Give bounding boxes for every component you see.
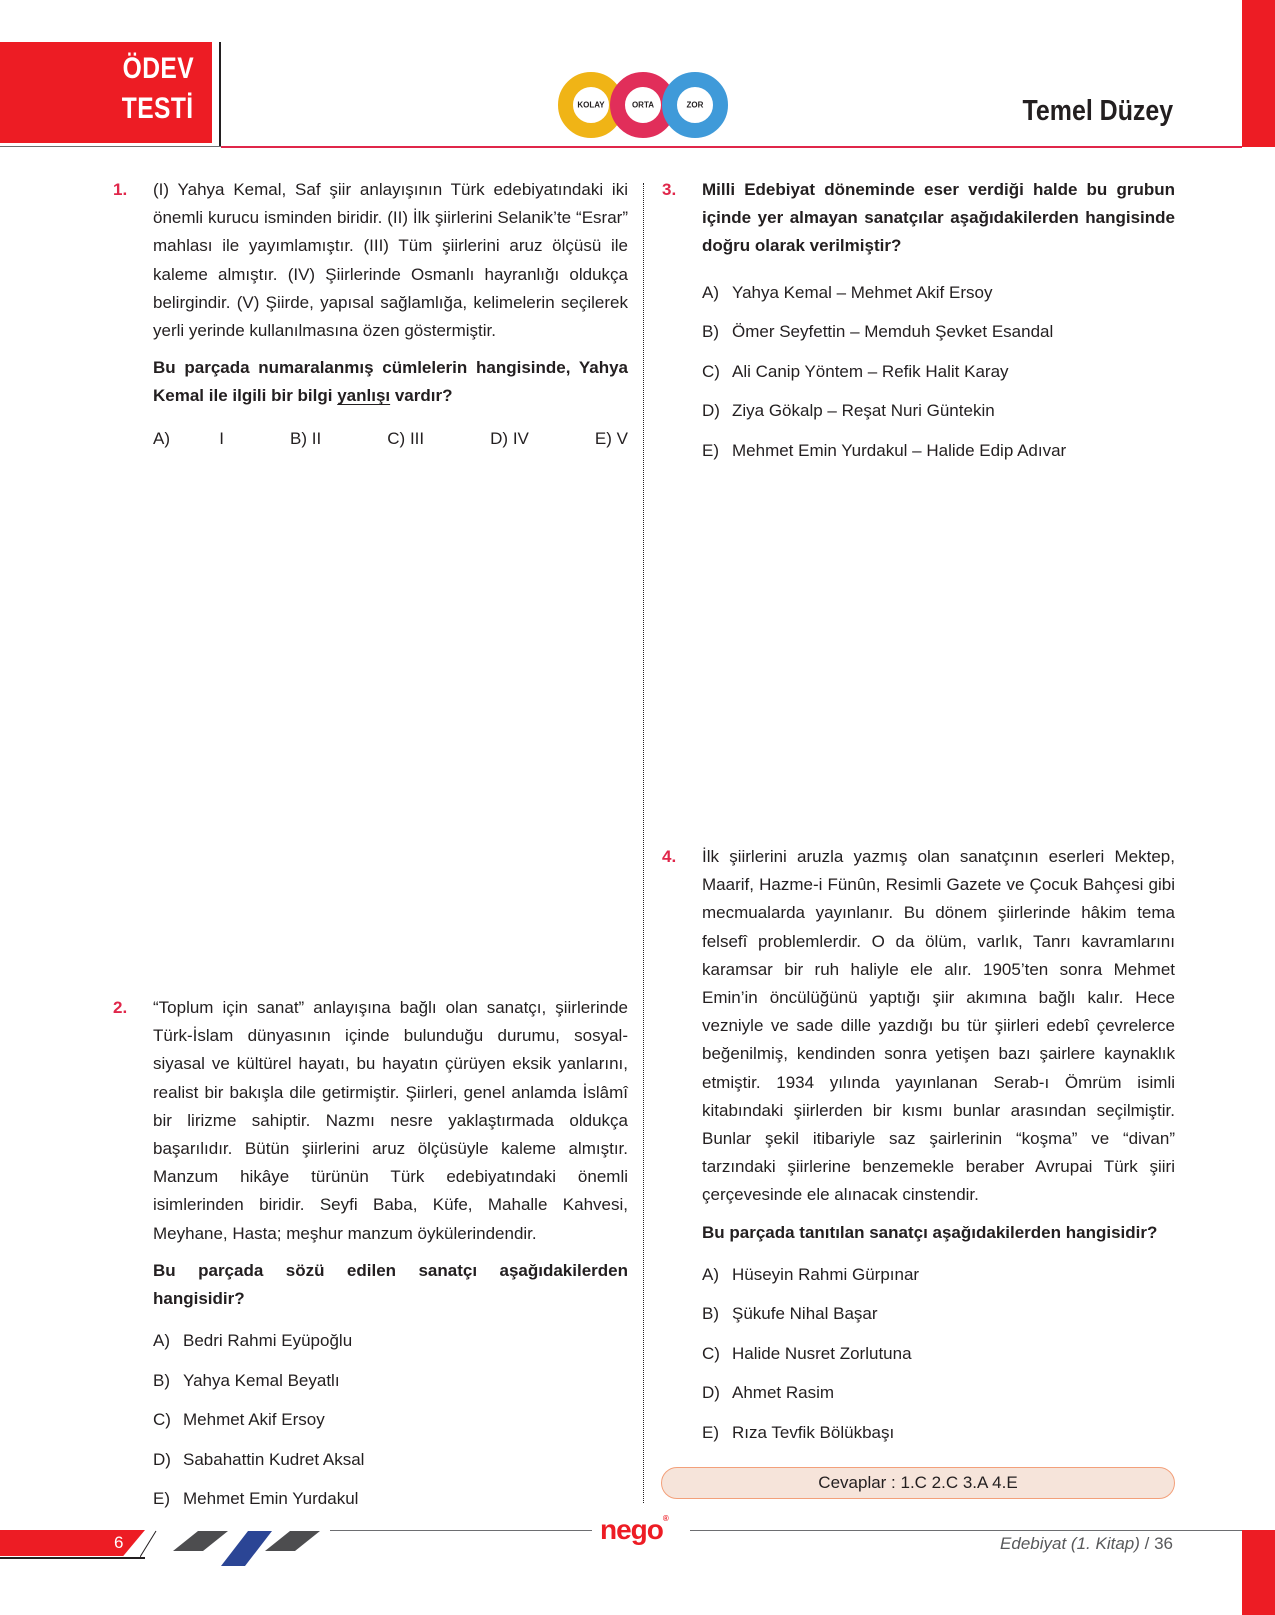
option-text: Rıza Tevfik Bölükbaşı [732,1422,895,1442]
option-d[interactable] [702,1379,1175,1419]
option-c[interactable] [387,425,424,453]
publisher-logo-text: nego [600,1514,663,1545]
question-3 [662,176,1175,476]
question-number: 2. [113,998,128,1017]
stem-emphasis: yanlışı [337,386,391,406]
question-4 [662,843,1175,1458]
option-text: Ziya Gökalp – Reşat Nuri Güntekin [732,401,995,421]
badge-line-1: ÖDEV [122,52,194,85]
question-2 [113,994,628,1525]
separator: / [1139,1534,1155,1553]
publisher-logo [600,1514,668,1546]
stripe-gray [265,1531,320,1551]
option-text: I [219,428,224,448]
option-text: Mehmet Akif Ersoy [183,1410,325,1430]
answer-options [702,279,1175,477]
option-c[interactable] [702,358,1175,398]
difficulty-label: ZOR [686,100,704,110]
option-e[interactable] [702,1419,1175,1459]
option-a[interactable] [702,1261,1175,1301]
difficulty-rings-logo [558,72,728,138]
question-passage: İlk şiirlerini aruzla yazmış olan sanatçının eserleri Mektep, Maarif, Hazme-i Fünûn, Resimli Gazete ve Çocuk Bahçesi gibi mecmualarda yayınlanır. Bu dönem şiirlerinde hâkim tema felsefî problemlerdir. O da ölüm, varlık, Tanrı kavramlarını karamsar bir ruh haliyle ele alır. 1905’ten sonra Mehmet Emin’in öncülüğünü yaptığı şiir akımına bağlı kalır. Hece vezniyle ve sade dille yazdığı bu tür şiirleri edebî çevrelerce beğenilmiş, kendinden sonra yetişen bazı şairlere kaynaklık etmiştir. 1934 yılında yayınlanan Serab-ı Ömrüm isimli kitabındaki şiirlerden bir kısmı bunlar arasından seçilmiştir. Bunlar şekil itibariyle saz şairlerinin “koşma” ve “divan” tarzındaki şiirlerine benzemekle beraber Avrupai Türk şiiri çerçevesinde ele alınacak cinstendir. [702,847,1175,1205]
option-label: C) [153,1410,171,1430]
difficulty-label: ORTA [631,100,655,110]
option-label: D) [702,1383,720,1403]
option-e[interactable] [153,1485,628,1525]
question-1 [113,176,628,453]
stem-text: Bu parçada numaralanmış cümlelerin hangisinde, Yahya Kemal ile ilgili bir bilgi [153,358,628,406]
stripe-thin [140,1531,156,1557]
option-d[interactable] [702,397,1175,437]
option-label: A) [153,1331,170,1351]
stripe-blue [221,1531,272,1566]
question-passage: (I) Yahya Kemal, Saf şiir anlayışının Türk edebiyatındaki iki önemli kurucu isminden biridir. (II) İlk şiirlerini Selanik’te “Esrar” mahlası ile yayımlamıştır. (III) Tüm şiirlerini aruz ölçüsü ile kaleme almıştır. (IV) Şiirlerinde Osmanlı hayranlığı oldukça belirgindir. (V) Şiirde, yapısal sağlamlığa, kelimelerin seçilerek yerli yerinde kullanılmasına özen göstermiştir. [153,180,628,341]
book-reference [1000,1534,1173,1554]
option-text: V [616,428,628,448]
column-divider [643,183,645,1503]
option-text: Hüseyin Rahmi Gürpınar [732,1264,920,1284]
option-text: Şükufe Nihal Başar [732,1304,878,1324]
option-text: II [311,428,322,448]
option-d[interactable] [153,1446,628,1486]
option-text: Ömer Seyfettin – Memduh Şevket Esandal [732,322,1054,342]
registered-mark-icon: ® [662,1514,668,1523]
question-number: 3. [662,180,677,199]
option-label: A) [702,1264,719,1284]
option-text: Mehmet Emin Yurdakul [183,1489,359,1509]
level-title: Temel Düzey [1022,95,1173,127]
option-text: Bedri Rahmi Eyüpoğlu [183,1331,353,1351]
option-text: Mehmet Emin Yurdakul – Halide Edip Adıvar [732,440,1067,460]
option-label: B) [702,322,719,342]
option-label: E) [594,428,612,448]
option-label: B) [290,428,308,448]
option-text: Halide Nusret Zorlutuna [732,1343,912,1363]
option-label: A) [702,282,719,302]
option-e[interactable] [702,437,1175,477]
homework-test-badge [0,42,212,143]
option-b[interactable] [290,425,321,453]
header-rule-left [0,146,221,147]
answer-key: Cevaplar : 1.C 2.C 3.A 4.E [661,1467,1175,1499]
option-label: E) [153,1489,170,1509]
option-d[interactable] [490,425,529,453]
question-stem: Milli Edebiyat döneminde eser verdiği halde bu grubun içinde yer almayan sanatçılar aşağıdakilerden hangisinde doğru olarak verilmiştir? [702,180,1175,256]
book-title: Edebiyat (1. Kitap) [1000,1534,1140,1553]
option-b[interactable] [702,318,1175,358]
option-text: IV [512,428,529,448]
option-e[interactable] [595,425,628,453]
option-text: Ahmet Rasim [732,1383,835,1403]
option-c[interactable] [702,1340,1175,1380]
footer-rule-left [330,1530,592,1531]
answer-options [153,1327,628,1525]
header-rule [221,146,1242,148]
option-a[interactable] [153,425,224,453]
option-label: C) [387,428,406,448]
option-b[interactable] [702,1300,1175,1340]
option-label: B) [153,1370,170,1390]
badge-line-2: TESTİ [122,92,194,125]
option-text: Yahya Kemal – Mehmet Akif Ersoy [732,282,993,302]
option-label: C) [702,1343,720,1363]
option-b[interactable] [153,1367,628,1407]
footer-rule-right [690,1530,1242,1531]
option-text: III [409,428,425,448]
option-text: Sabahattin Kudret Aksal [183,1449,365,1469]
page-edge-bar-bottom [1242,1530,1275,1615]
book-page-number: 36 [1154,1534,1173,1553]
option-label: E) [702,1422,719,1442]
option-label: C) [702,361,720,381]
option-a[interactable] [702,279,1175,319]
difficulty-label: KOLAY [577,100,605,110]
difficulty-ring-hard [662,72,728,138]
stripe-gray [173,1531,228,1551]
option-text: Ali Canip Yöntem – Refik Halit Karay [732,361,1009,381]
answer-options [153,425,628,453]
question-stem [153,354,628,410]
option-label: A) [153,428,170,448]
question-passage: “Toplum için sanat” anlayışına bağlı olan sanatçı, şiirlerinde Türk-İslam dünyasının içinde bulunduğu durumu, sosyal-siyasal ve kültürel hayatı, bu hayatın çürüyen eksik yanlarını, realist bir bakışla dile getirmiştir. Şiirleri, genel anlamda İslâmî bir lirizme sahiptir. Nazmı nesre yaklaştırmada oldukça başarılıdır. Bütün şiirlerini aruz ölçüsüyle kaleme almıştır. Manzum hikâye türünün Türk edebiyatındaki önemli isimlerinden biridir. Seyfi Baba, Küfe, Mahalle Kahvesi, Meyhane, Hasta; meşhur manzum öykülerindendir. [153,998,628,1243]
option-c[interactable] [153,1406,628,1446]
option-label: E) [702,440,719,460]
answer-options [702,1261,1175,1459]
option-label: D) [153,1449,171,1469]
option-label: D) [490,428,509,448]
page-edge-bar-top [1242,0,1275,147]
option-label: B) [702,1304,719,1324]
header-divider-vertical [219,42,221,147]
question-number: 1. [113,180,128,199]
footer-stripes-decoration [140,1530,340,1566]
option-label: D) [702,401,720,421]
question-stem: Bu parçada sözü edilen sanatçı aşağıdakilerden hangisidir? [153,1260,628,1309]
page-number: 6 [114,1533,124,1552]
question-number: 4. [662,847,677,866]
option-text: Yahya Kemal Beyatlı [183,1370,340,1390]
option-a[interactable] [153,1327,628,1367]
stem-text: vardır? [390,386,453,406]
footer-band-underline [0,1557,145,1559]
question-stem: Bu parçada tanıtılan sanatçı aşağıdakilerden hangisidir? [702,1222,1158,1242]
